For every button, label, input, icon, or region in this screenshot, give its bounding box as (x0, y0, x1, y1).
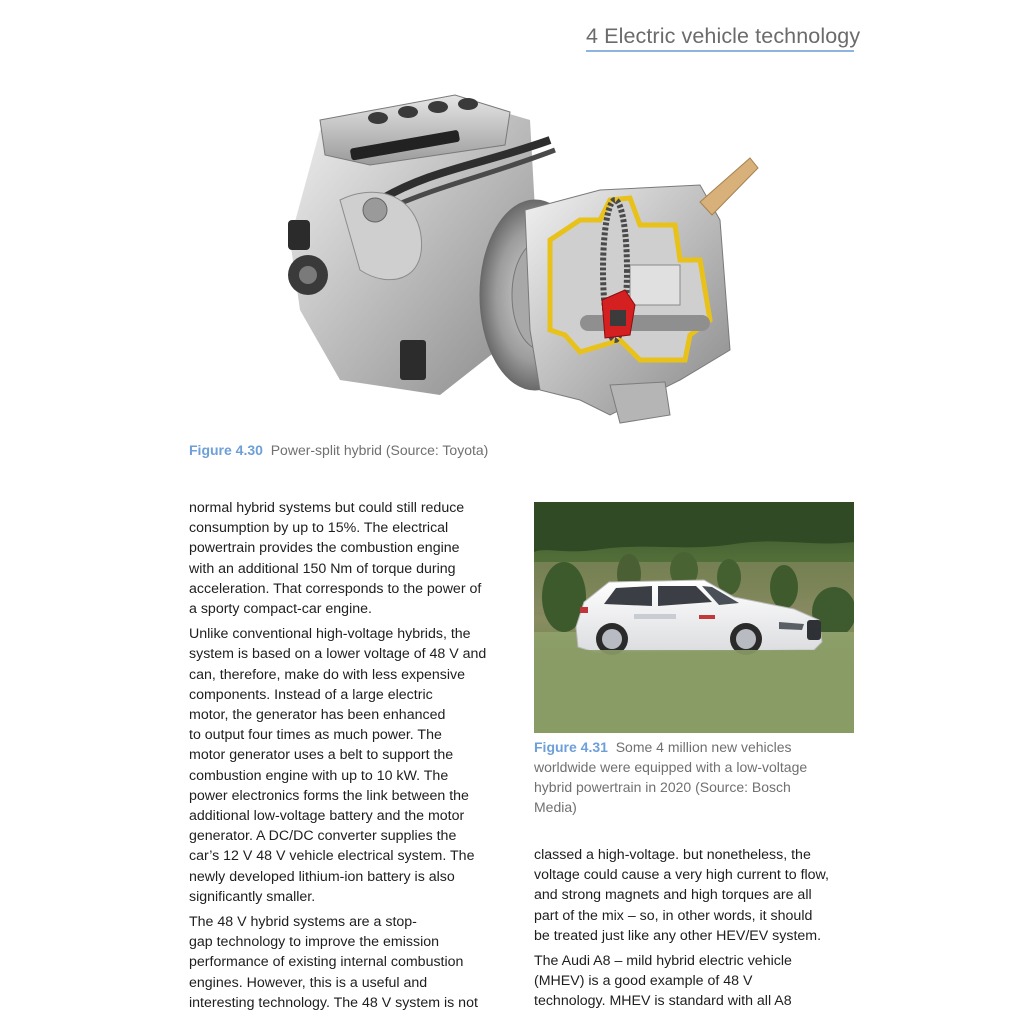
text-line: (MHEV) is a good example of 48 V (534, 973, 753, 990)
text-line: The Audi A8 – mild hybrid electric vehicle (534, 953, 792, 970)
hybrid-car-photo (534, 502, 854, 733)
engine-cutaway-image (280, 90, 760, 430)
figure-label: Figure 4.31 (534, 739, 608, 755)
header-underline (586, 50, 854, 52)
text-line: normal hybrid systems but could still reduce (189, 500, 465, 516)
text-line: interesting technology. The 48 V system is not (189, 994, 478, 1011)
text-line: power electronics forms the link between the (189, 787, 469, 804)
text-line: and strong magnets and high torques are all (534, 887, 812, 904)
text-line: voltage could cause a very high current to flow, (534, 867, 829, 884)
text-line: with an additional 150 Nm of torque during (189, 560, 456, 577)
figure-4-30-caption (189, 440, 488, 460)
text-line: powertrain provides the combustion engine (189, 540, 460, 557)
running-header (586, 22, 861, 52)
text-line: The 48 V hybrid systems are a stop- (189, 914, 417, 931)
figure-caption-text: Media) (534, 799, 577, 815)
paragraph (189, 498, 519, 619)
text-line: generator. A DC/DC converter supplies the (189, 828, 457, 845)
text-line: components. Instead of a large electric (189, 686, 433, 703)
text-line: consumption by up to 15%. The electrical (189, 520, 449, 537)
text-line: motor, the generator has been enhanced (189, 707, 446, 724)
text-line: technology. MHEV is standard with all A8 (534, 993, 792, 1010)
figure-label: Figure 4.30 (189, 442, 263, 458)
text-line: combustion engine with up to 10 kW. The (189, 767, 449, 784)
text-line: additional low-voltage battery and the motor (189, 808, 465, 825)
text-line: classed a high-voltage. but nonetheless, the (534, 847, 811, 863)
text-line: Unlike conventional high-voltage hybrids, the (189, 626, 471, 643)
text-line: a sporty compact-car engine. (189, 601, 372, 618)
text-line: newly developed lithium-ion battery is also (189, 868, 455, 885)
text-line: be treated just like any other HEV/EV system. (534, 927, 822, 944)
figure-caption-text: Power-split hybrid (Source: Toyota) (270, 442, 489, 458)
paragraph (534, 845, 864, 946)
text-line: car’s 12 V 48 V vehicle electrical system. The (189, 848, 475, 865)
text-line: to output four times as much power. The (189, 727, 442, 744)
text-line: gap technology to improve the emission (189, 934, 439, 951)
figure-caption-text: worldwide were equipped with a low-voltage (534, 759, 808, 775)
text-line: acceleration. That corresponds to the power of (189, 580, 482, 597)
left-text-column (189, 498, 519, 1018)
text-line: part of the mix – so, in other words, it should (534, 907, 813, 924)
paragraph (189, 624, 519, 907)
text-line: can, therefore, make do with less expensive (189, 666, 466, 683)
text-line: significantly smaller. (189, 888, 316, 905)
paragraph (534, 951, 864, 1012)
text-line: system is based on a lower voltage of 48 V and (189, 646, 487, 663)
text-line: performance of existing internal combustion (189, 954, 464, 971)
right-text-column (534, 845, 864, 1017)
text-line: engines. However, this is a useful and (189, 974, 428, 991)
figure-4-31-caption (534, 737, 864, 817)
figure-caption-text: hybrid powertrain in 2020 (Source: Bosch (534, 779, 791, 795)
text-line: motor generator uses a belt to support the (189, 747, 454, 764)
paragraph (189, 912, 519, 1013)
chapter-title: 4 Electric vehicle technology (586, 24, 861, 48)
figure-caption-text: Some 4 million new vehicles (615, 739, 792, 755)
